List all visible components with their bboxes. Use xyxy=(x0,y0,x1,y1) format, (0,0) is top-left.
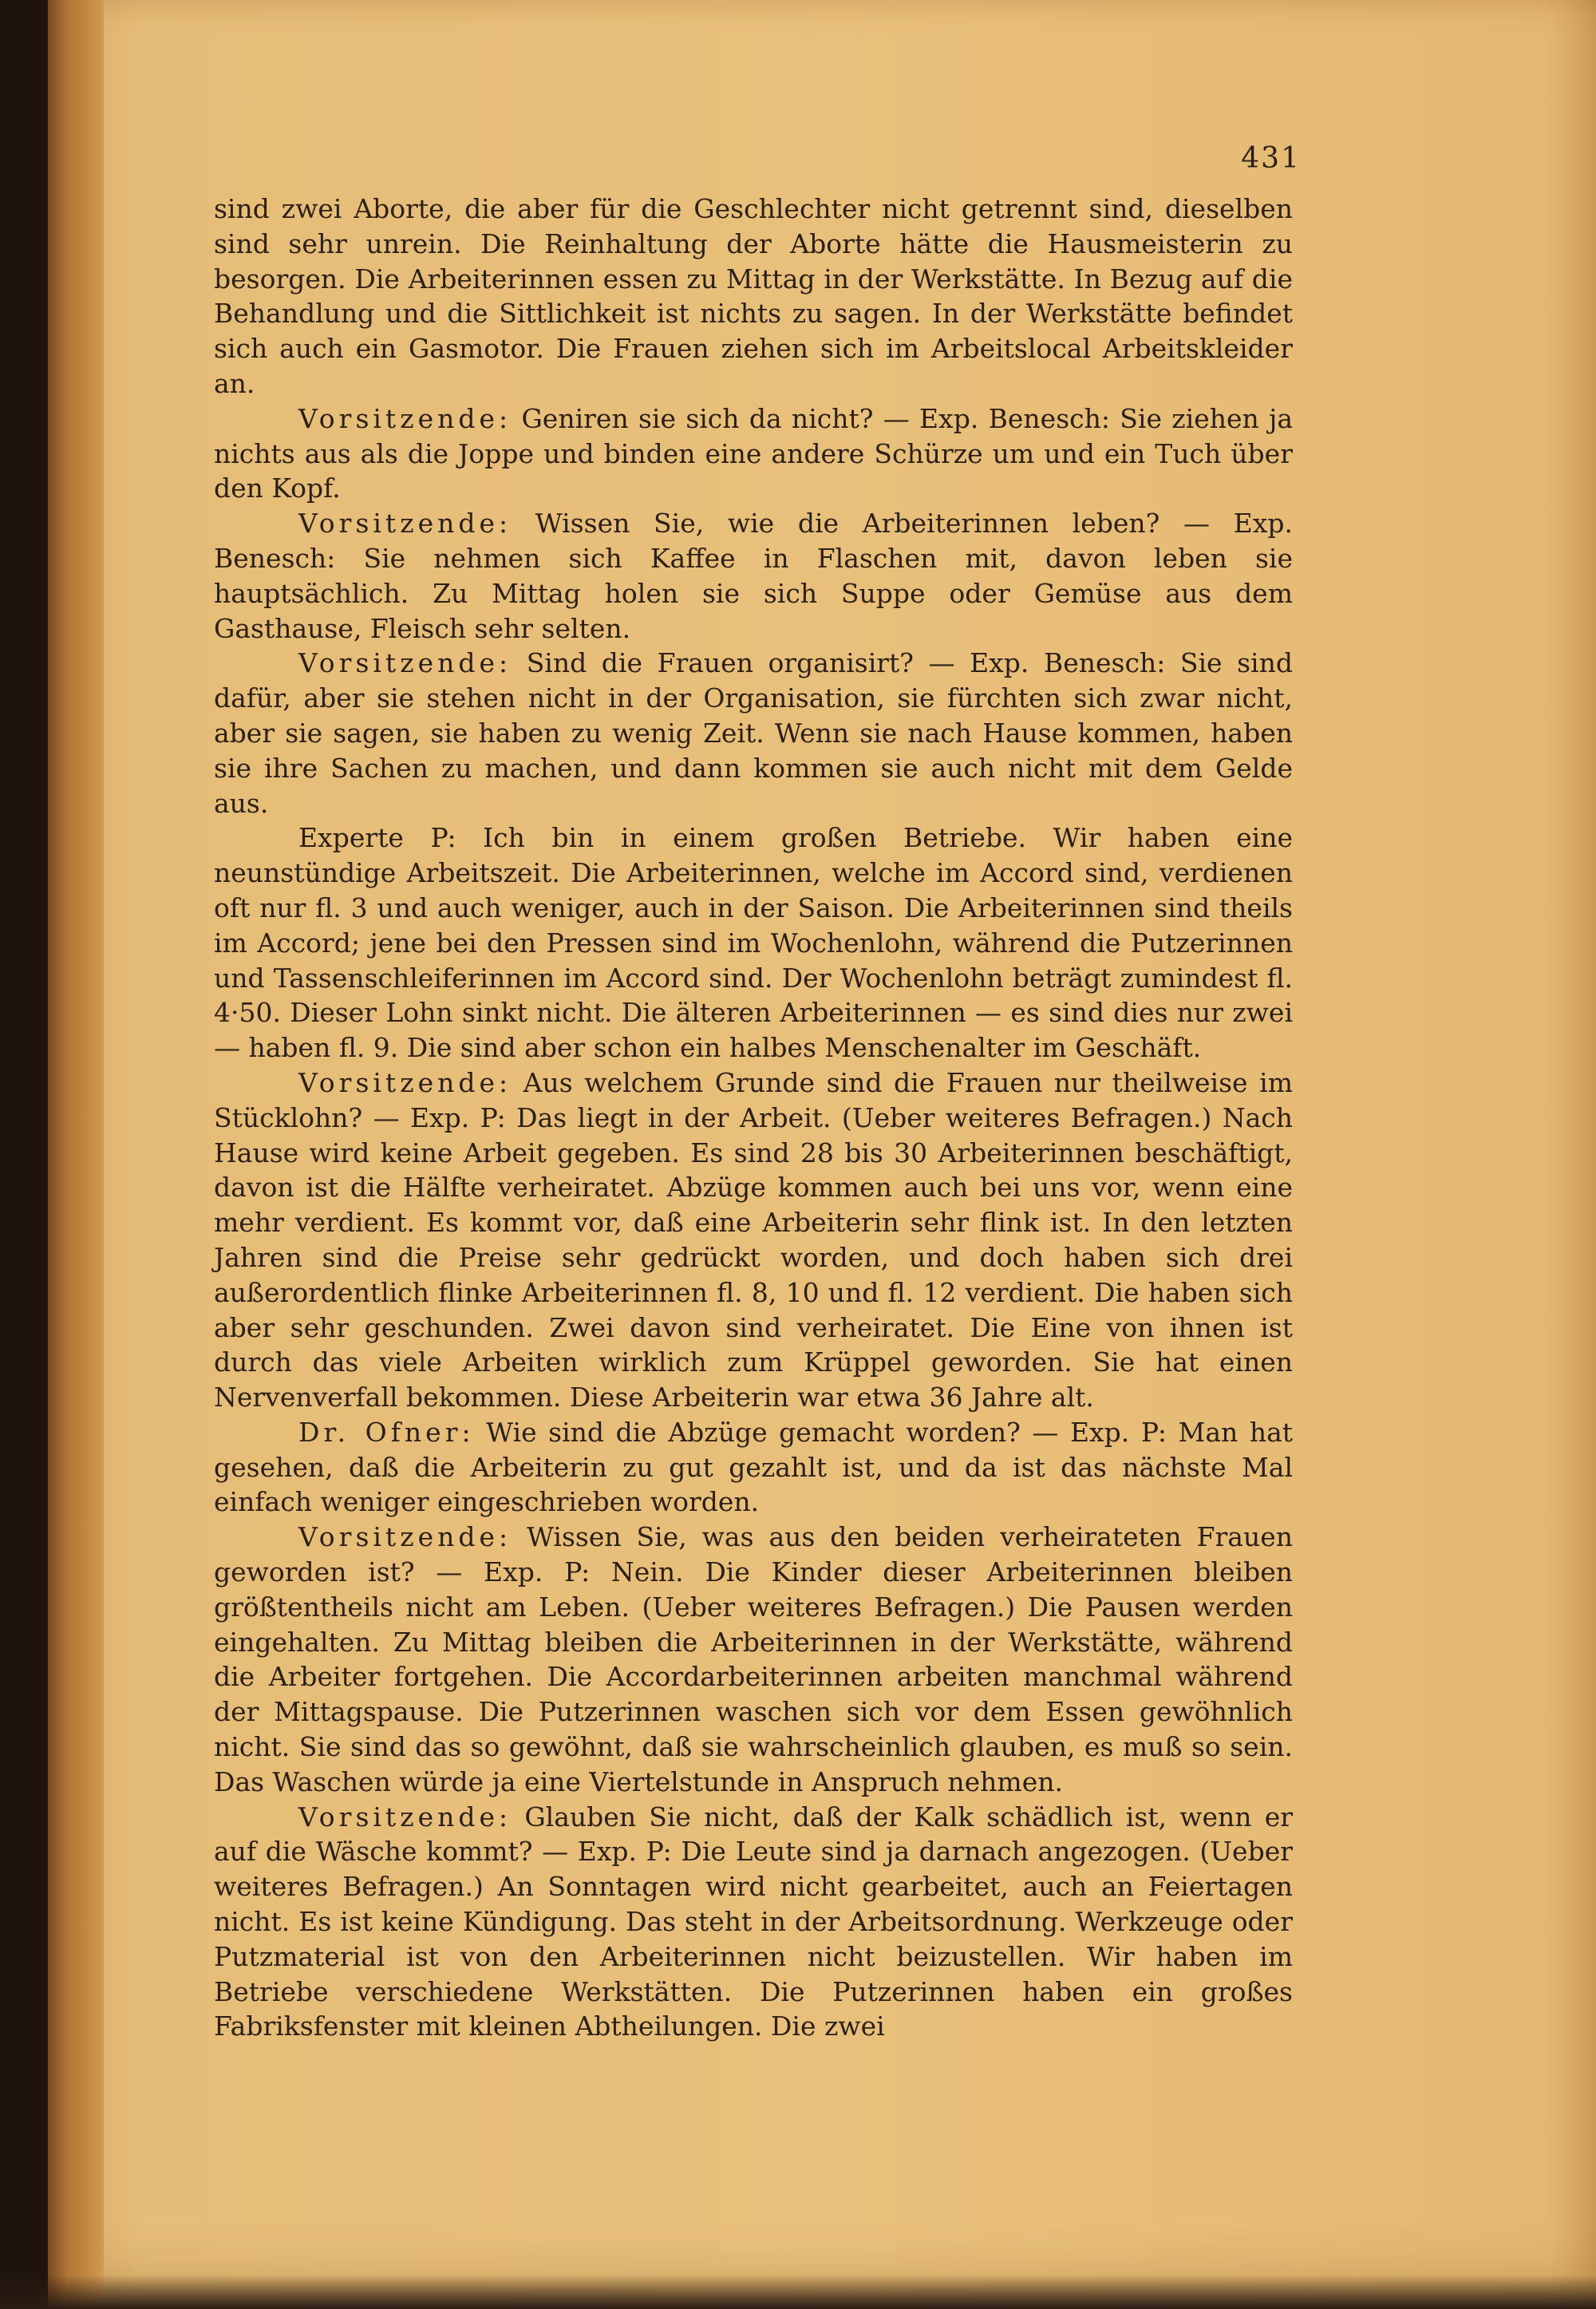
page-bottom-shadow xyxy=(0,2275,1596,2309)
paragraph-text: Wie sind die Abzüge gemacht worden? — Exp. P: Man hat gesehen, daß die Arbeiterin zu gut gezahlt ist, und da ist das nächste Mal einfach weniger eingeschrieben worden. xyxy=(214,1416,1294,1518)
paragraph-text: Sind die Frauen organisirt? — Exp. Benesch: Sie sind dafür, aber sie stehen nicht in der Organisation, sie fürchten sich zwar nicht, aber sie sagen, sie haben zu wenig Zeit. Wenn sie nach Hause kommen, haben sie ihre Sachen zu machen, und dann kommen sie auch nicht mit dem Gelde aus. xyxy=(214,647,1293,819)
speaker-label: Vorsitzende: xyxy=(298,402,512,434)
speaker-label: Vorsitzende: xyxy=(298,508,512,540)
paragraph xyxy=(214,820,1293,1066)
paragraph-text: Glauben Sie nicht, daß der Kalk schädlich ist, wenn er auf die Wäsche kommt? — Exp. P: Die Leute sind ja darnach angezogen. (Ueber weiteres Befragen.) An Sonntagen wird nicht gearbeitet, auch an Feiertagen nicht. Es ist keine Kündigung. Das steht in der Arbeitsordnung. Werkzeuge oder Putzmaterial ist von den Arbeiterinnen nicht beizustellen. Wir haben im Betriebe verschiedene Werkstätten. Die Putzerinnen haben ein großes Fabriksfenster mit kleinen Abtheilungen. Die zwei xyxy=(214,1801,1293,2042)
body-text xyxy=(214,192,1293,2044)
paragraph xyxy=(214,192,1293,401)
paragraph xyxy=(214,646,1293,820)
paragraph-text: Geniren sie sich da nicht? — Exp. Benesch: Sie ziehen ja nichts aus als die Joppe und binden eine andere Schürze um und ein Tuch über den Kopf. xyxy=(214,402,1293,504)
paragraph xyxy=(214,1415,1293,1520)
paragraph-text: Wissen Sie, wie die Arbeiterinnen leben? — Exp. Benesch: Sie nehmen sich Kaffee in Flaschen mit, davon leben sie hauptsächlich. Zu Mittag holen sie sich Suppe oder Gemüse aus dem Gasthause, Fleisch sehr selten. xyxy=(214,508,1293,644)
speaker-label: Vorsitzende: xyxy=(298,1521,512,1553)
paragraph-text: Experte P: Ich bin in einem großen Betriebe. Wir haben eine neunstündige Arbeitszeit. Die Arbeiterinnen, welche im Accord sind, verdienen oft nur fl. 3 und auch weniger, auch in der Saison. Die Arbeiterinnen sind theils im Accord; jene bei den Pressen sind im Wochenlohn, während die Putzerinnen und Tassenschleiferinnen im Accord sind. Der Wochenlohn beträgt zumindest fl. 4·50. Dieser Lohn sinkt nicht. Die älteren Arbeiterinnen — es sind dies nur zwei — haben fl. 9. Die sind aber schon ein halbes Menschenalter im Geschäft. xyxy=(214,822,1293,1064)
paragraph xyxy=(214,1520,1293,1799)
paragraph-text: Wissen Sie, was aus den beiden verheirateten Frauen geworden ist? — Exp. P: Nein. Die Kinder dieser Arbeiterinnen bleiben größtentheils nicht am Leben. (Ueber weiteres Befragen.) Die Pausen werden eingehalten. Zu Mittag bleiben die Arbeiterinnen in der Werkstätte, während die Arbeiter fortgehen. Die Accordarbeiterinnen arbeiten manchmal während der Mittagspause. Die Putzerinnen waschen sich vor dem Essen gewöhnlich nicht. Sie sind das so gewöhnt, daß sie wahrscheinlich glauben, es muß so sein. Das Waschen würde ja eine Viertelstunde in Anspruch nehmen. xyxy=(214,1521,1293,1797)
speaker-label: Vorsitzende: xyxy=(298,1066,512,1098)
paragraph-text: Aus welchem Grunde sind die Frauen nur theilweise im Stücklohn? — Exp. P: Das liegt in der Arbeit. (Ueber weiteres Befragen.) Nach Hause wird keine Arbeit gegeben. Es sind 28 bis 30 Arbeiterinnen beschäftigt, davon ist die Hälfte verheiratet. Abzüge kommen auch bei uns vor, wenn eine mehr verdient. Es kommt vor, daß eine Arbeiterin sehr flink ist. In den letzten Jahren sind die Preise sehr gedrückt worden, und doch haben sich drei außerordentlich flinke Arbeiterinnen fl. 8, 10 und fl. 12 verdient. Die haben sich aber sehr geschunden. Zwei davon sind verheiratet. Die Eine von ihnen ist durch das viele Arbeiten wirklich zum Krüppel geworden. Sie hat einen Nervenverfall bekommen. Diese Arbeiterin war etwa 36 Jahre alt. xyxy=(214,1066,1293,1413)
speaker-label: Vorsitzende: xyxy=(298,647,512,679)
paragraph xyxy=(214,506,1293,646)
speaker-label: Dr. Ofner: xyxy=(298,1416,475,1448)
paragraph xyxy=(214,1800,1293,2045)
speaker-label: Vorsitzende: xyxy=(298,1801,512,1833)
paragraph xyxy=(214,401,1293,506)
paragraph-text: sind zwei Aborte, die aber für die Geschlechter nicht getrennt sind, dieselben sind sehr unrein. Die Reinhaltung der Aborte hätte die Hausmeisterin zu besorgen. Die Arbeiterinnen essen zu Mittag in der Werkstätte. In Bezug auf die Behandlung und die Sittlichkeit ist nichts zu sagen. In der Werkstätte befindet sich auch ein Gasmotor. Die Frauen ziehen sich im Arbeitslocal Arbeitskleider an. xyxy=(214,193,1293,399)
page-number: 431 xyxy=(1241,142,1301,175)
page-gutter-edge xyxy=(48,0,104,2309)
paragraph xyxy=(214,1066,1293,1415)
